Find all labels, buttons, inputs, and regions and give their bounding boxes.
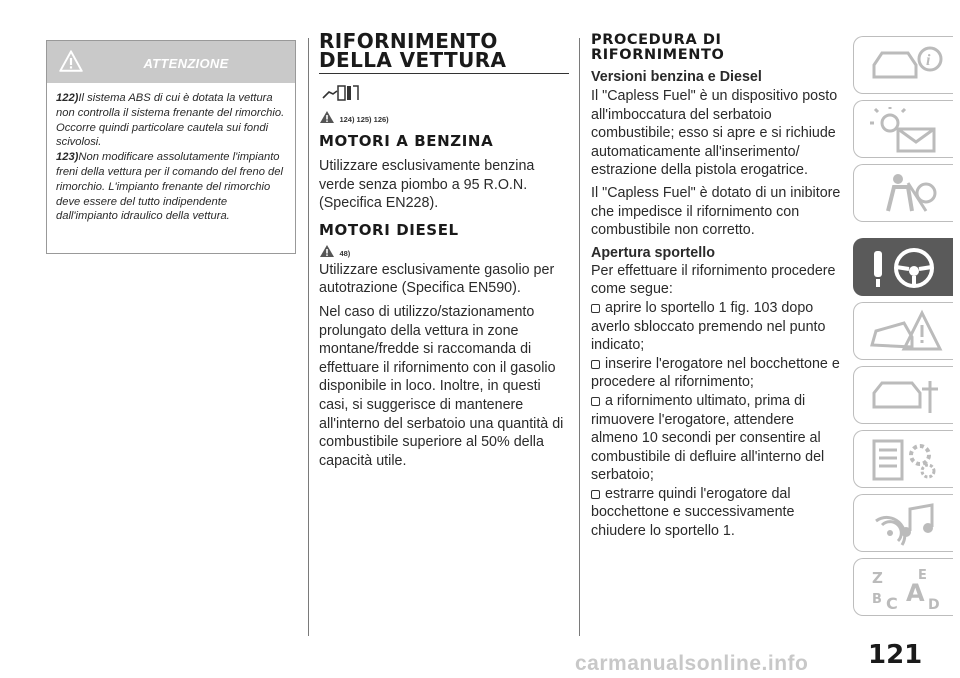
driving-icon xyxy=(868,245,948,291)
warning-header xyxy=(47,41,295,83)
svg-text:B: B xyxy=(872,592,882,607)
paragraph: Per effettuare il rifornimento procedere come segue: xyxy=(591,262,836,298)
warning-triangle-icon xyxy=(319,244,335,258)
svg-text:E: E xyxy=(918,568,927,583)
note-text: Il sistema ABS di cui è dotata la vettura non controlla il sistema frenante del rimorchio. Occorre quindi particolare cautela sui fondi scivolosi. xyxy=(56,92,285,149)
tab-index[interactable] xyxy=(853,558,953,616)
list-item: a rifornimento ultimato, prima di rimuovere l'erogatore, attendere almeno 10 secondi per consentire al combustibile di defluire all'interno del serbatoio; xyxy=(591,392,825,484)
index-icon xyxy=(868,565,948,611)
refs: 124) 125) 126) xyxy=(339,115,389,124)
technical-data-icon xyxy=(868,437,948,483)
subheading: Apertura sportello xyxy=(591,244,715,261)
procedure-section xyxy=(591,33,843,541)
warning-title: ATTENZIONE xyxy=(143,56,229,71)
tab-driving[interactable] xyxy=(853,238,953,296)
refs-row xyxy=(319,109,569,125)
svg-text:A: A xyxy=(906,579,925,607)
note-number: 122) xyxy=(56,92,79,104)
maintenance-icon xyxy=(868,373,948,419)
column-divider xyxy=(308,38,309,636)
diesel-title: MOTORI DIESEL xyxy=(319,220,459,239)
checkbox-bullet-icon xyxy=(591,304,600,313)
warning-triangle-icon xyxy=(319,110,335,124)
section-title: RIFORNIMENTO DELLA VETTURA xyxy=(319,29,507,72)
list-item: inserire l'erogatore nel bocchettone e procedere al rifornimento; xyxy=(591,355,840,391)
list-item: estrarre quindi l'erogatore dal bocchettone e successivamente chiudere lo sportello 1. xyxy=(591,485,795,540)
procedure-title: PROCEDURA DI RIFORNIMENTO xyxy=(591,32,725,63)
tab-safety[interactable] xyxy=(853,164,953,222)
benzina-title: MOTORI A BENZINA xyxy=(319,132,494,150)
note-text: Non modificare assolutamente l'impianto freni della vettura per il comando del freno del rimorchio. L'impianto frenante del rimorchio deve essere del tutto indipendente dall'impianto idraulico della vettura. xyxy=(56,151,283,223)
safety-icon xyxy=(868,171,948,217)
tab-car-info[interactable] xyxy=(853,36,953,94)
watermark: carmanualsonline.info xyxy=(575,652,809,675)
checkbox-bullet-icon xyxy=(591,490,600,499)
tab-technical-data[interactable] xyxy=(853,430,953,488)
warning-box xyxy=(46,40,296,254)
paragraph: Il "Capless Fuel" è dotato di un inibitore che impedisce il rifornimento con combustibile non corretto. xyxy=(591,184,841,239)
svg-text:C: C xyxy=(886,594,898,611)
diesel-ref-row xyxy=(319,243,569,259)
svg-text:D: D xyxy=(928,597,940,611)
car-info-icon xyxy=(868,43,948,89)
refuelling-section xyxy=(319,29,569,470)
tab-multimedia[interactable] xyxy=(853,494,953,552)
warning-body xyxy=(47,83,295,224)
fuel-pump-icon xyxy=(321,82,363,102)
note-number: 123) xyxy=(56,151,79,164)
benzina-text: Utilizzare esclusivamente benzina verde senza piombo a 95 R.O.N. (Specifica EN228). xyxy=(319,158,535,212)
svg-text:Z: Z xyxy=(872,569,883,587)
multimedia-icon xyxy=(868,501,948,547)
checkbox-bullet-icon xyxy=(591,360,600,369)
checkbox-bullet-icon xyxy=(591,397,600,406)
tab-maintenance[interactable] xyxy=(853,366,953,424)
tab-warning-lights[interactable] xyxy=(853,100,953,158)
column-divider xyxy=(579,38,580,636)
emergency-icon xyxy=(868,309,948,355)
diesel-text: Nel caso di utilizzo/stazionamento prolungato della vettura in zone montane/fredde si raccomanda di effettuare il rifornimento con il gasolio disponibile in loco. Inoltre, in questi casi, si suggerisce di mantenere all'interno del serbatoio una quantità di combustibile superiore al 50% della capacità utile. xyxy=(319,303,564,469)
refs: 48) xyxy=(339,248,351,258)
tab-emergency[interactable] xyxy=(853,302,953,360)
warning-lights-icon xyxy=(868,107,948,153)
page-number: 121 xyxy=(868,640,923,670)
diesel-text: Utilizzare esclusivamente gasolio per autotrazione (Specifica EN590). xyxy=(319,261,555,297)
title-rule xyxy=(319,73,569,74)
list-item: aprire lo sportello 1 fig. 103 dopo averlo sbloccato premendo nel punto indicato; xyxy=(591,299,826,354)
subheading: Versioni benzina e Diesel xyxy=(591,69,762,85)
svg-text:i: i xyxy=(926,52,931,69)
paragraph: Il "Capless Fuel" è un dispositivo posto all'imboccatura del serbatoio combustibile; esso si apre e si richiude automaticamente all'inserimento/ estrazione della pistola erogatrice. xyxy=(591,88,838,179)
